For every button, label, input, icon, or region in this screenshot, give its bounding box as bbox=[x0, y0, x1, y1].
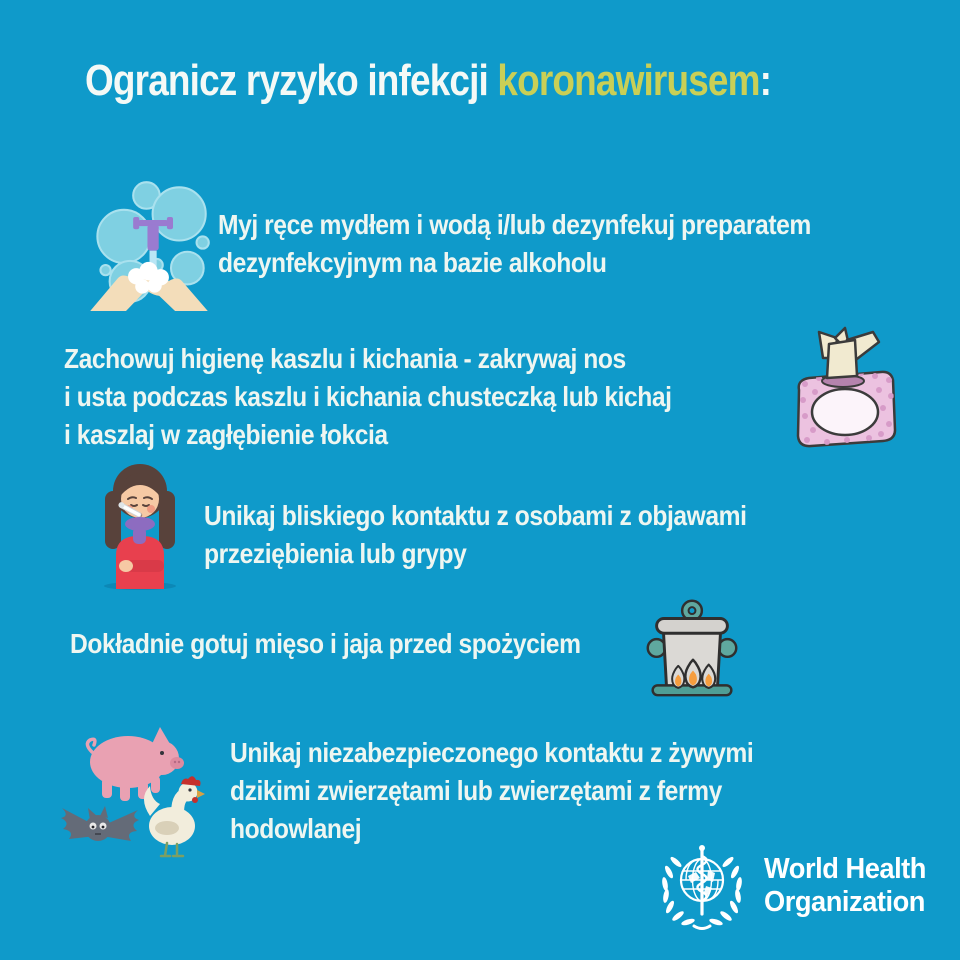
advice-text-line: Unikaj bliskiego kontaktu z osobami z objawami bbox=[204, 500, 747, 531]
bat-icon bbox=[61, 806, 139, 841]
advice-item-wash-hands bbox=[218, 206, 811, 282]
who-wordmark-line2: Organization bbox=[764, 886, 925, 918]
who-wordmark bbox=[764, 853, 926, 919]
who-emblem-icon bbox=[650, 840, 754, 932]
advice-text-line: przeziębienia lub grypy bbox=[204, 538, 467, 569]
advice-text-line: Dokładnie gotuj mięso i jaja przed spożyciem bbox=[70, 628, 581, 659]
advice-text-line: dezynfekcyjnym na bazie alkoholu bbox=[218, 247, 607, 278]
advice-item-avoid-animal-contact bbox=[230, 734, 753, 848]
advice-item-cook-thoroughly bbox=[70, 625, 581, 663]
advice-text-line: dzikimi zwierzętami lub zwierzętami z fermy bbox=[230, 775, 722, 806]
advice-text-line: Myj ręce mydłem i wodą i/lub dezynfekuj preparatem bbox=[218, 209, 811, 240]
pig-icon bbox=[87, 727, 184, 801]
advice-text-line: Unikaj niezabezpieczonego kontaktu z żywymi bbox=[230, 737, 754, 768]
cooking-pot-icon bbox=[633, 586, 751, 706]
sick-person-icon bbox=[90, 456, 190, 592]
farm-animals-icon bbox=[46, 720, 211, 865]
who-logo bbox=[650, 840, 936, 932]
advice-text-line: hodowlanej bbox=[230, 813, 362, 844]
title-highlight: koronawirusem bbox=[497, 56, 760, 105]
title-text: Ogranicz ryzyko infekcji bbox=[85, 56, 498, 105]
advice-text-line: i usta podczas kaszlu i kichania chusteczką lub kichaj bbox=[64, 381, 672, 412]
advice-item-avoid-sick-contact bbox=[204, 497, 746, 573]
title-colon: : bbox=[759, 56, 772, 105]
tissue-box-icon bbox=[785, 326, 905, 458]
advice-text-line: Zachowuj higienę kaszlu i kichania - zakrywaj nos bbox=[64, 343, 626, 374]
page-title bbox=[85, 56, 771, 106]
washing-hands-icon bbox=[85, 173, 213, 311]
who-wordmark-line1: World Health bbox=[764, 853, 926, 885]
advice-item-cough-hygiene bbox=[64, 340, 672, 454]
advice-text-line: i kaszlaj w zagłębienie łokcia bbox=[64, 419, 388, 450]
